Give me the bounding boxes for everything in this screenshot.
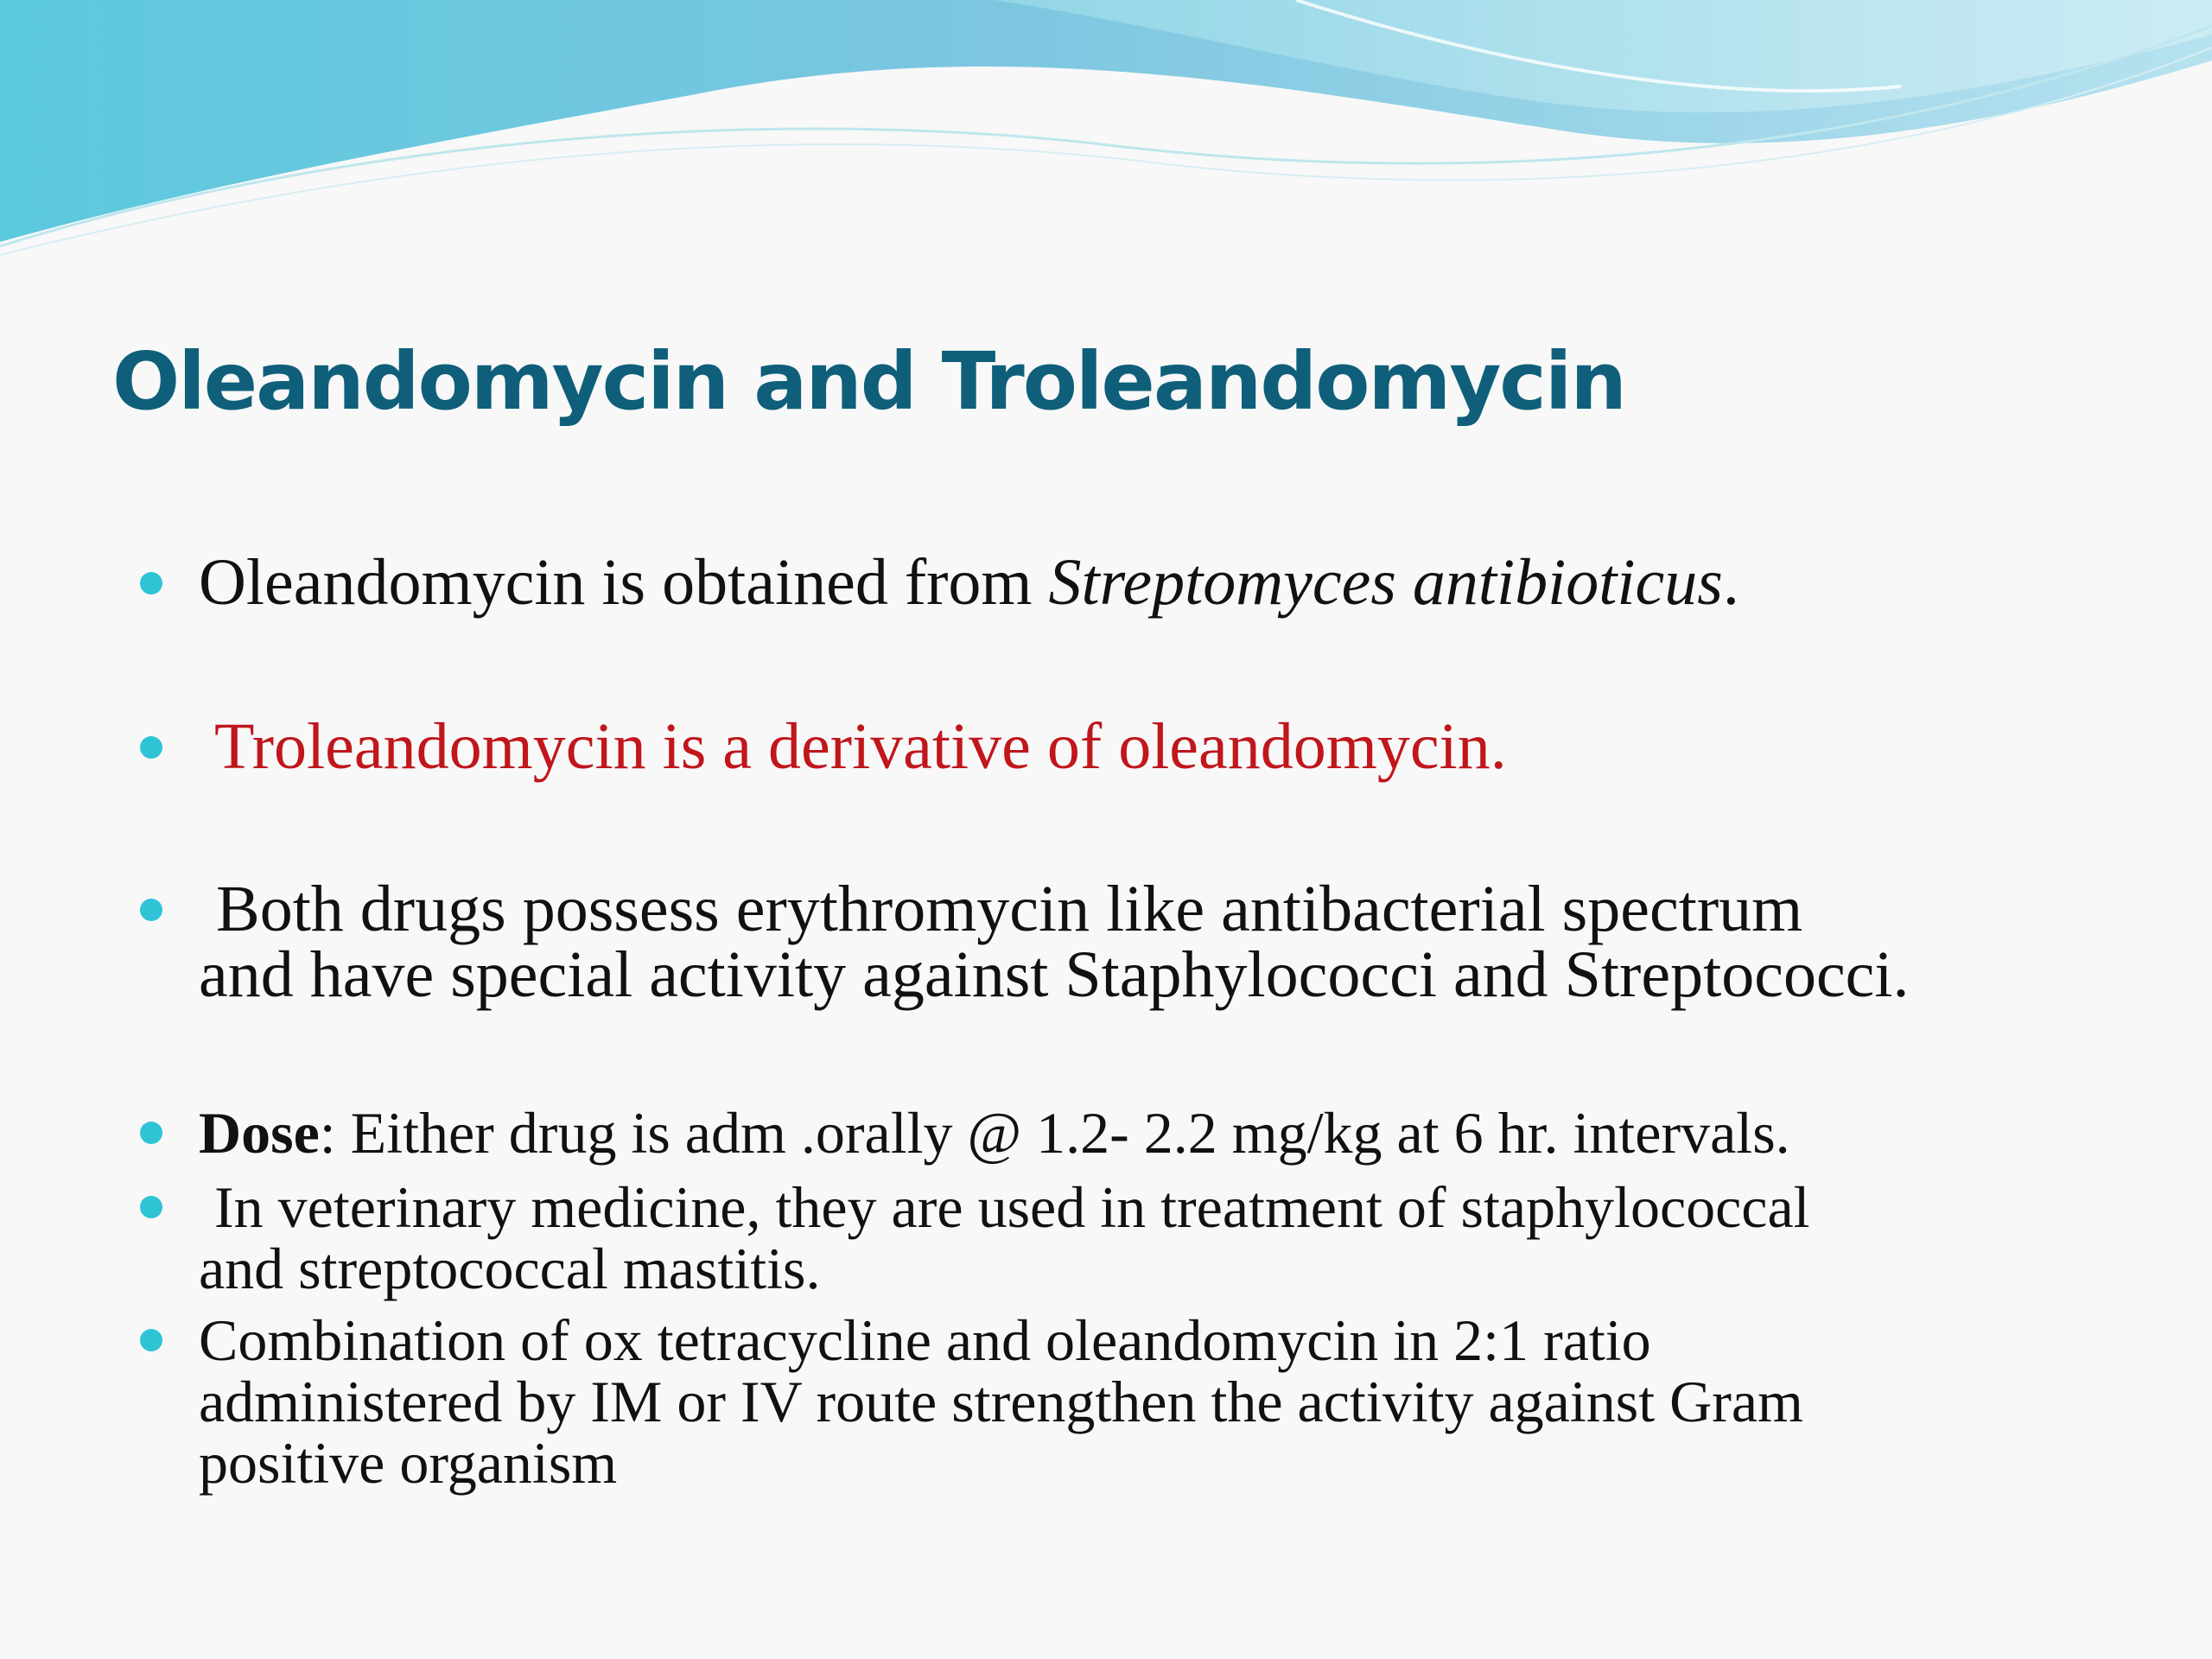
slide-title: Oleandomycin and Troleandomycin <box>112 335 1625 428</box>
bullet-text: Troleandomycin is a derivative of oleandomycin. <box>214 710 1507 783</box>
bullet-dose <box>199 1100 2126 1166</box>
bullet-dot-icon <box>140 899 162 921</box>
bullet-text-end: . <box>1722 546 1739 619</box>
bullet-dot-icon <box>140 736 162 759</box>
bullet-combination <box>199 1307 2126 1496</box>
bullet-dot-icon <box>140 1196 162 1218</box>
bullet-troleandomycin-derivative <box>214 710 2141 783</box>
bullet-line: positive organism <box>199 1430 618 1496</box>
bullet-spectrum <box>199 873 2126 1011</box>
bullet-dot-icon <box>140 1329 162 1351</box>
bullet-line: Both drugs possess erythromycin like antibacterial spectrum <box>216 873 1803 945</box>
dose-label: Dose <box>199 1100 320 1166</box>
bullet-line: and streptococcal mastitis. <box>199 1236 821 1301</box>
bullet-text: Oleandomycin is obtained from <box>199 546 1049 619</box>
bullet-line: Combination of ox tetracycline and oleandomycin in 2:1 ratio <box>199 1307 1651 1373</box>
bullet-line: administered by IM or IV route strengthen the activity against Gram <box>199 1369 1803 1434</box>
bullet-oleandomycin-source <box>199 546 2126 619</box>
bullet-text: : Either drug is adm .orally @ 1.2- 2.2 mg/kg at 6 hr. intervals. <box>319 1100 1790 1166</box>
bullet-line: In veterinary medicine, they are used in treatment of staphylococcal <box>214 1174 1810 1240</box>
organism-name: Streptomyces antibioticus <box>1048 546 1723 619</box>
bullet-line: and have special activity against Staphylococci and Streptococci. <box>199 938 1910 1011</box>
bullet-dot-icon <box>140 1122 162 1144</box>
bullet-veterinary-use <box>199 1174 2126 1301</box>
bullet-dot-icon <box>140 572 162 594</box>
